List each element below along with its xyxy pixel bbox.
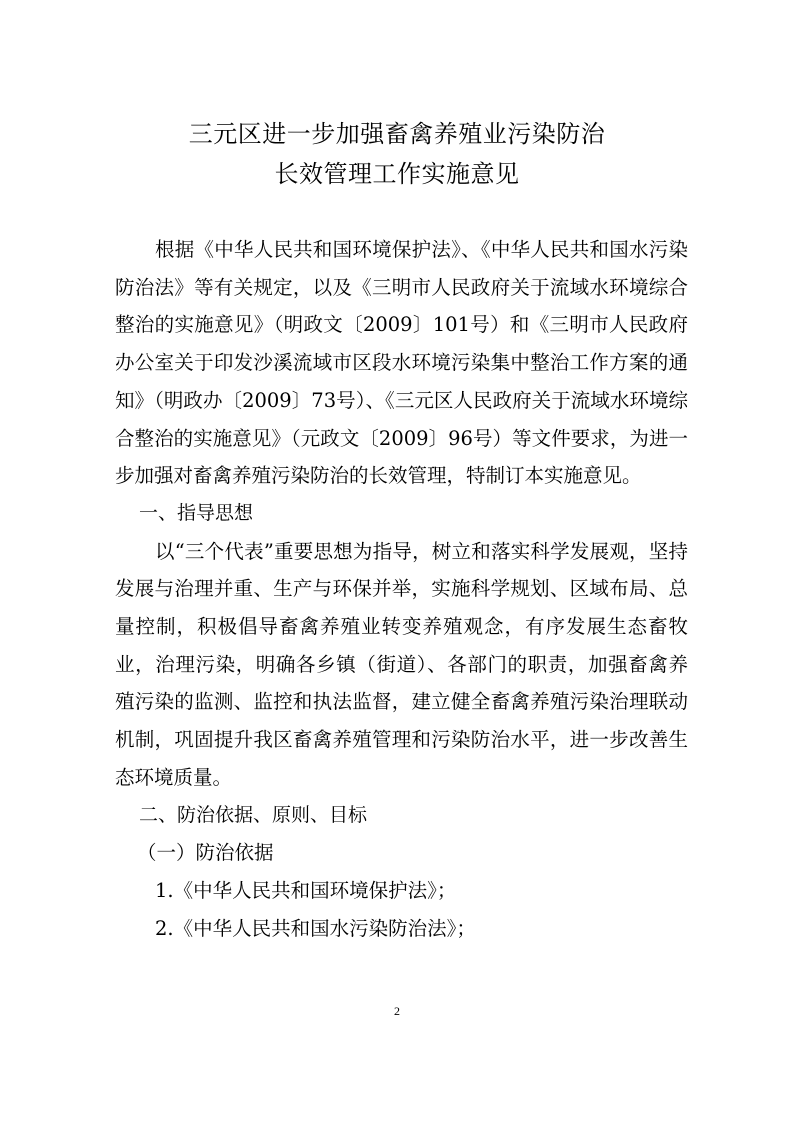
document-title-line-2: 长效管理工作实施意见 [274,160,520,188]
intro-paragraph: 根据《中华人民共和国环境保护法》、《中华人民共和国水污染防治法》等有关规定，以及《三明市人民政府关于流域水环境综合整治的实施意见》（明政文〔2009〕101号）和《三明市人民政府办公室关于印发沙溪流域市区段水环境污染集中整治工作方案的通知》（明政办〔2009〕73号）、《三元区人民政府关于流域水环境综合整治的实施意见》（元政文〔2009〕96号）等文件要求，为进一步加强对畜禽养殖污染防治的长效管理，特制订本实施意见。 [115,238,688,488]
page-number: 2 [394,1004,400,1018]
section-1-heading: 一、指导思想 [139,501,254,524]
document-title-line-1: 三元区进一步加强畜禽养殖业污染防治 [188,120,606,148]
section-2-heading: 二、防治依据、原则、目标 [139,803,368,826]
document-body [115,231,688,947]
list-item: 2.《中华人民共和国水污染防治法》； [155,916,476,940]
list-item: 1.《中华人民共和国环境保护法》； [155,878,457,902]
section-1-paragraph: 以“三个代表”重要思想为指导，树立和落实科学发展观，坚持发展与治理并重、生产与环保并举，实施科学规划、区域布局、总量控制，积极倡导畜禽养殖业转变养殖观念，有序发展生态畜牧业，治理污染，明确各乡镇（街道）、各部门的职责，加强畜禽养殖污染的监测、监控和执法监督，建立健全畜禽养殖污染治理联动机制，巩固提升我区畜禽养殖管理和污染防治水平，进一步改善生态环境质量。 [115,539,688,789]
subsection-1-heading: （一）防治依据 [137,841,274,865]
